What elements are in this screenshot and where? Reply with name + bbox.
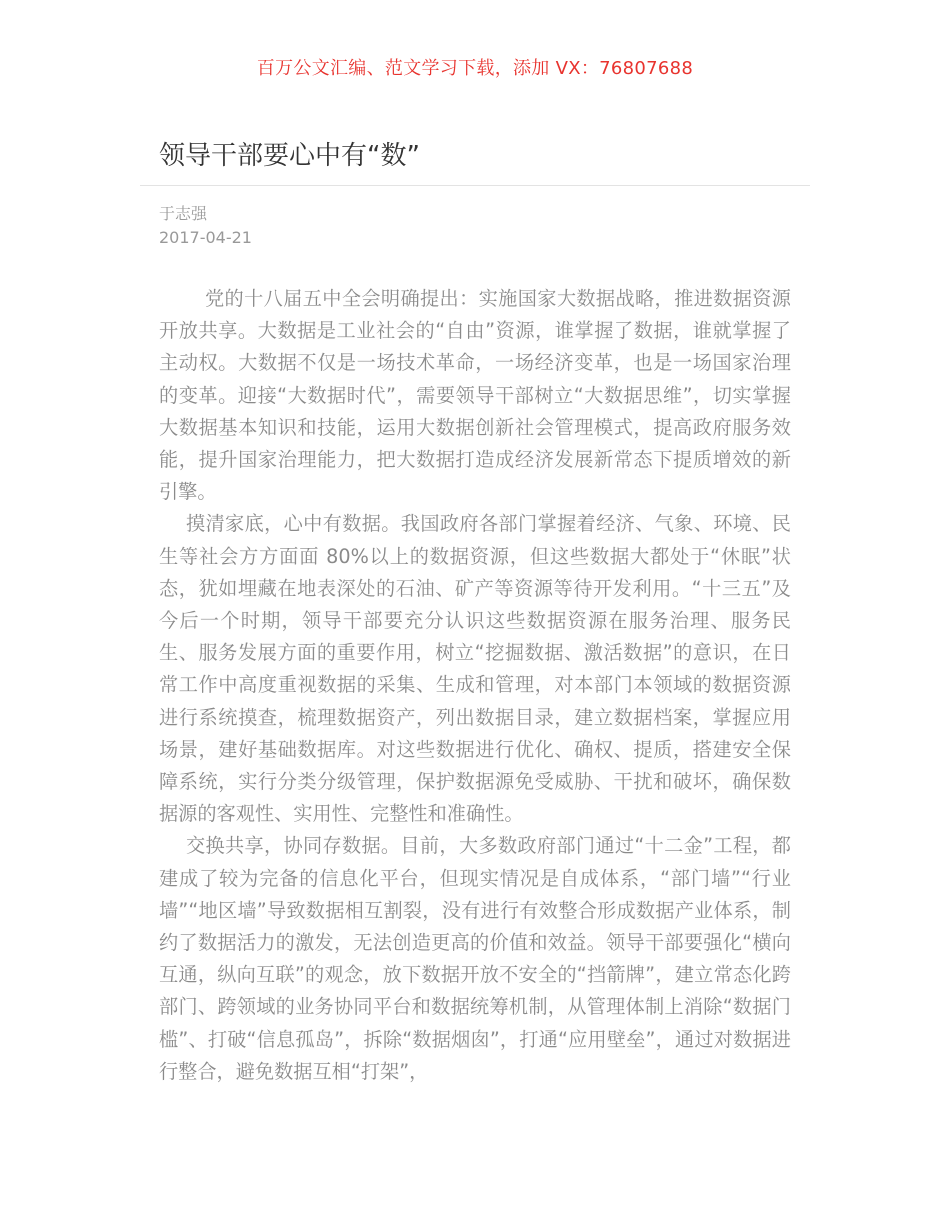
promo-banner: 百万公文汇编、范文学习下载，添加 VX：76807688 xyxy=(256,58,694,79)
article-author: 于志强 xyxy=(159,204,208,223)
article-body xyxy=(159,283,791,1088)
article-date: 2017-04-21 xyxy=(159,228,252,247)
article-paragraph: 党的十八届五中全会明确提出：实施国家大数据战略，推进数据资源开放共享。大数据是工业社会的“自由”资源，谁掌握了数据，谁就掌握了主动权。大数据不仅是一场技术革命，一场经济变革，也是一场国家治理的变革。迎接“大数据时代”，需要领导干部树立“大数据思维”，切实掌握大数据基本知识和技能，运用大数据创新社会管理模式，提高政府服务效能，提升国家治理能力，把大数据打造成经济发展新常态下提质增效的新引擎。 xyxy=(159,287,791,504)
article-paragraph: 摸清家底，心中有数据。我国政府各部门掌握着经济、气象、环境、民生等社会方方面面 80%以上的数据资源，但这些数据大都处于“休眠”状态，犹如埋藏在地表深处的石油、矿产等资源等待开发利用。“十三五”及今后一个时期，领导干部要充分认识这些数据资源在服务治理、服务民生、服务发展方面的重要作用，树立“挖掘数据、激活数据”的意识，在日常工作中高度重视数据的采集、生成和管理，对本部门本领域的数据资源进行系统摸查，梳理数据资产，列出数据目录，建立数据档案，掌握应用场景，建好基础数据库。对这些数据进行优化、确权、提质，搭建安全保障系统，实行分类分级管理，保护数据源免受威胁、干扰和破坏，确保数据源的客观性、实用性、完整性和准确性。 xyxy=(159,512,791,826)
article-paragraph: 交换共享，协同存数据。目前，大多数政府部门通过“十二金”工程，都建成了较为完备的信息化平台，但现实情况是自成体系，“部门墙”“行业墙”“地区墙”导致数据相互割裂，没有进行有效整合形成数据产业体系，制约了数据活力的激发，无法创造更高的价值和效益。领导干部要强化“横向互通，纵向互联”的观念，放下数据开放不安全的“挡箭牌”，建立常态化跨部门、跨领域的业务协同平台和数据统筹机制，从管理体制上消除“数据门槛”、打破“信息孤岛”，拆除“数据烟囱”，打通“应用壁垒”，通过对数据进行整合，避免数据互相“打架”， xyxy=(159,834,791,1083)
title-divider xyxy=(140,185,810,186)
article-title: 领导干部要心中有“数” xyxy=(159,141,420,171)
